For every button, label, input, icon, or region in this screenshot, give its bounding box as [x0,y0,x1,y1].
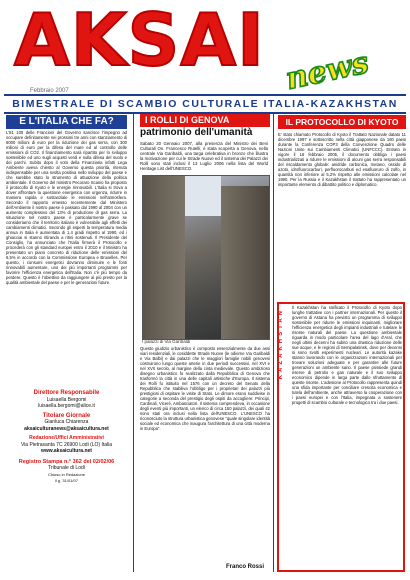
info-label: Redazione/Uffici Amministrativi [29,435,104,441]
info-value: Luisaella Bergomi [46,396,87,403]
col2-body: Questo giudizio urbanistico è composto essenzialmente da due assi viari residenziali, le cosiddette Strade Nuove (le odierne Via Garibaldi e Via Balbi) e dai palazzi che le maggiori famiglie nobili genovesi costruirono lungo queste arterie in due periodi successivi, nel XVI e nel XVII secolo, al margine della cinta medievale. Questo ambizioso disegno urbanistico fu realizzato dalla Repubblica di Genova che trasformò la città in una delle capitali artistiche d'Europa. Il sistema dei Rolli fu istituito nel 1576 con un decreto del Senato della Repubblica che stabiliva l'obbligo per i proprietari dei palazzi più prestigiosi di ospitare le visite di Stato. Le dimore erano suddivise in categorie a seconda del prestigio degli ospiti da accogliere: Principi, Cardinali, Viceré, Ambasciatori. Il sistema comprendeva, in occasione degli eventi più importanti, un elenco di circa 150 palazzi, dei quali 42 sono stati ora inclusi nella lista dell'UNESCO. L'UNESCO ha riconosciuto la struttura urbanistica genovese "quale singolare identità sociale ed economica che inaugura l'architettura di una città moderna in Europa". [140,346,270,431]
col2-lead: Sabato 20 Gennaio 2007, alla presenza del Ministro dei Beni Culturali On. Francesco Rutelli, è stata scoperta a Genova, nella centrale Via Garibaldi, una targa celebrativa in bronzo che illustra la motivazione per cui le Strade Nuove ed il sistema dei Palazzi dei Rolli sono stati inclusi il 13 Luglio 2006 nella lista del World Heritage List dell'UNESCO. [140,141,268,171]
info-email[interactable]: aksaiculturanews@aksaicultura.net [24,425,109,432]
info-label: Titolare Giornale [42,412,91,419]
vertical-label-text: KAZAKHSTAN [278,308,284,380]
sidebar-body: Il Kazakhstan ha ratificato il Protocollo di Kyoto dopo lunghe trattative con i partner internazionali. Per questo il governo di Astana ha previsto un programma di sviluppo sostenibile per ridurre le emissioni inquinanti, migliorare l'efficienza energetica degli impianti industriali e tutelare le risorse naturali del paese. La questione ambientale riguarda in modo particolare l'area del lago d'Aral, che negli ultimi decenni ha subito una drastica riduzione delle sue acque, e le regioni di Semipalatinsk, dove per decenni si sono svolti esperimenti nucleari. Le autorità kazake stanno lavorando con le organizzazioni internazionali per trovare soluzioni adeguate e per garantire alle future generazioni un ambiente sano. Il paese possiede grandi riserve di petrolio e gas naturale e il suo sviluppo economico dipende in larga parte dallo sfruttamento di queste risorse. L'adesione al Protocollo rappresenta quindi una sfida importante per conciliare crescita economica e tutela dell'ambiente, anche attraverso la cooperazione con i paesi europei e con l'Italia, impegnata a sostenere progetti di scambio culturale e tecnologico tra i due paesi. [292,305,402,405]
newspaper-subtitle: news [282,45,372,97]
banner [4,94,406,114]
info-tribunal: Tribunale di Lodi [48,465,85,471]
column-divider [273,112,274,572]
photo-caption: I palazzi di Via Garibaldi [142,339,191,344]
info-registration: Registro Stampa n.° 362 del 02/02/06 [18,458,115,465]
newspaper-title: AKSAI [14,0,265,82]
author-name: Franco Rossi [226,564,265,570]
info-closed: Chiuso in Redazione [48,471,85,477]
col3-heading: IL PROTOCOLLO DI KYOTO [278,115,406,129]
info-value: Gianluca Chiarenza [44,419,89,425]
sidebar-vertical-label [278,308,290,508]
info-date: il g. 31/01/07 [55,478,78,483]
col3-body: E' stato chiamato Protocollo di Kyoto il Trattato Nazionale datato 11 dicembre 1997 e sottoscritto nella città giapponese da 160 paesi durante la Conferenza COP3 della Convenzione Quadro delle Nazioni Unite sui Cambiamenti Climatici (UNFCCC). Entrato in vigore il 16 febbraio 2005, il documento obbliga i paesi industrializzati a ridurre le emissioni di alcuni gas serra responsabili del riscaldamento globale: anidride carbonica, metano, ossido di azoto, idrofluorocarburi, perfluorocarburi ed esafluoruro di zolfo, in quantità non inferiore al 5,2% rispetto alle emissioni calcolate nel 1990. Per la Russia e il Kazakhstan il trattato ha rappresentato un importante elemento di dibattito politico e diplomatico. [278,132,406,187]
col2-tag: I ROLLI DI GENOVA [140,114,270,127]
col2-heading: patrimonio dell'umanità [140,127,253,138]
info-address: Via Pietrasanta 7C 26900 Lodi (LO) Italia [20,441,113,448]
col1-heading: E L'ITALIA CHE FA? [6,115,127,129]
via-garibaldi-photo [142,175,270,340]
info-label: Direttore Responsabile [33,390,100,396]
info-email[interactable]: luisaella.bergomi@alice.it [38,403,95,409]
col1-body: L'81 100 delle Francioni del Governo sancisce l'impegno ad occupare definitamente nei prossimi tre anni con stanziamento di 6000 milioni di euro per la riduzione dei gas serra, con 300 milioni di euro per la difesa del mare ed al controllo delle emissioni di CO2. Il finanziamento sarà ripartito per lo sviluppo sostenibile ed uno sugli acquisti verdi e sulla difesa del suolo e dei parchi. Subito dopo il voto della Finanziaria infatti Lega Ambiente aveva chiesto al Governo questa priorità, ritenuta indispensabile per una svolta positiva nello sviluppo del paese e che sarebbe stato lo strumento di attuazione della politica ambientale. Il Governo del ministro Pecoraro Scanio ha proposto il protocollo di Kyoto e le energie rinnovabili. L'Italia si trova a dover affrontare la questione energetica con urgenza, ridurre in maniera rapida e sostanziale le emissioni nell'atmosfera. Secondo il rapporto emesso recentemente dal Ministero dell'Ambiente il nostro paese è passato dal 1990 al 2004 con un aumento complessivo del 13% di produzione di gas serra. La situazione nel nostro paese è particolarmente grave se consideriamo che il territorio italiano è vulnerabile agli effetti dei cambiamenti climatici. Secondo gli esperti la temperatura media annua in Italia è aumentata di 1,4 gradi rispetto al 1990, ed i ghiacciai si stanno ritirando a ritmi sostenuti. Il Presidente del Consiglio, ha annunciato che l'Italia firmerà il Protocollo e procederà con gli standard europei entro il 2010 e il Ministro ha presentato un piano concreto di riduzione delle emissioni del 6,5% in accordo con la Commissione Europea e Bruxelles. Per questo, i consumi energetici dovranno diminuire e le fonti rinnovabili aumentare, uno dei più importanti programmi per favorire l'efficienza energetica dell'Italia. Non c'è più tempo da perdere. Questo è l'obiettivo da raggiungere al più presto per la qualità ambientale del paese e per le generazioni future. [6,130,127,285]
column-divider [133,112,134,572]
issue-date: Febbraio 2007 [30,88,69,94]
editorial-info [6,390,127,485]
banner-text: BIMESTRALE DI SCAMBIO CULTURALE ITALIA-KAZAKHSTAN [12,98,398,110]
info-website[interactable]: www.aksaicultura.net [41,448,92,454]
